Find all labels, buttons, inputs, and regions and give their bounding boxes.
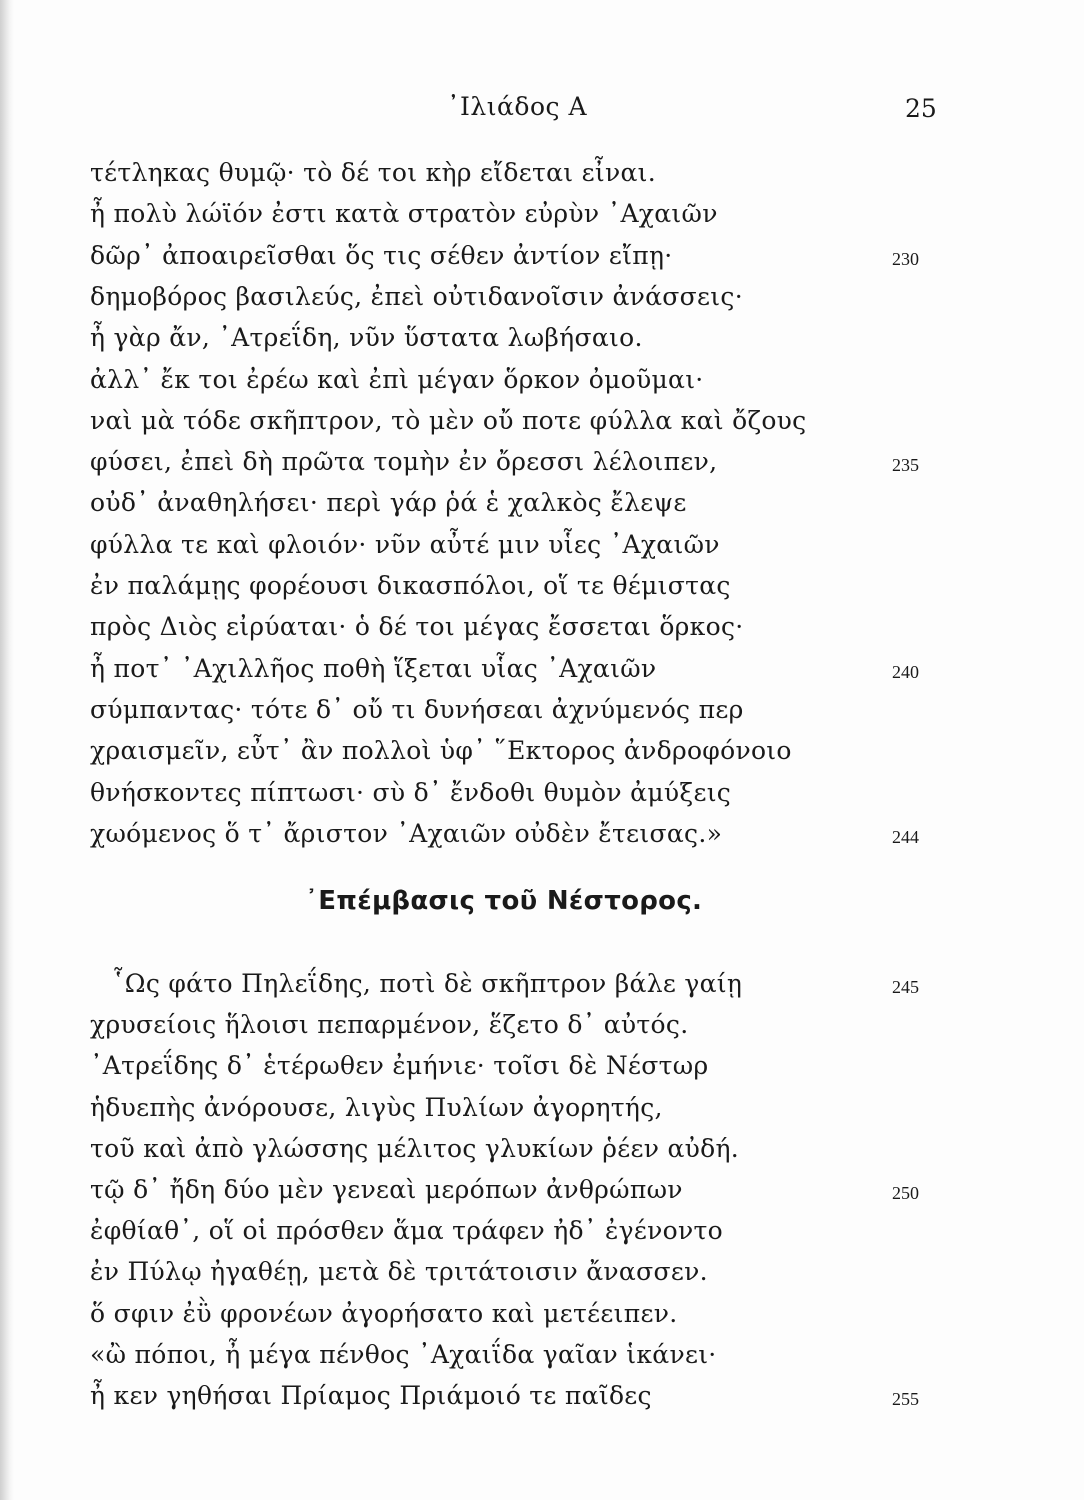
line-number: 230 — [892, 248, 919, 269]
line-number: 255 — [892, 1389, 919, 1409]
page-number: 25 — [905, 94, 937, 123]
verse-line: τοῦ καὶ ἀπὸ γλώσσης μέλιτος γλυκίων ῥέεν αὐδή. — [90, 1133, 740, 1163]
verse-line: οὐδ᾿ ἀναθηλήσει· περὶ γάρ ῥά ἑ χαλκὸς ἔλεψε — [90, 488, 687, 518]
line-number: 235 — [892, 455, 919, 476]
verse-line: ἦ γὰρ ἄν, ᾿Ατρεΐδη, νῦν ὕστατα λωβήσαιο. — [90, 323, 643, 353]
verse-line: ῟Ως φάτο Πηλεΐδης, ποτὶ δὲ σκῆπτρον βάλε γαίῃ — [112, 969, 743, 998]
section-heading: ᾿Επέμβασις τοῦ Νέστορος. — [305, 886, 703, 916]
verse-line: ὅ σφιν ἐῢ φρονέων ἀγορήσατο καὶ μετέειπεν. — [90, 1298, 678, 1328]
verse-line: δῶρ᾿ ἀποαιρεῖσθαι ὅς τις σέθεν ἀντίον εἴπῃ· — [90, 240, 673, 270]
verse-line: ἀλλ᾿ ἔκ τοι ἐρέω καὶ ἐπὶ μέγαν ὅρκον ὀμοῦμαι· — [90, 364, 704, 394]
verse-line: ἡδυεπὴς ἀνόρουσε, λιγὺς Πυλίων ἀγορητής, — [90, 1092, 663, 1122]
verse-line: τέτληκας θυμῷ· τὸ δέ τοι κὴρ εἴδεται εἶναι. — [90, 158, 657, 187]
verse-line: ἐν παλάμῃς φορέουσι δικασπόλοι, οἵ τε θέμιστας — [90, 571, 731, 600]
verse-line: ᾿Ατρεΐδης δ᾿ ἑτέρωθεν ἐμήνιε· τοῖσι δὲ Νέστωρ — [90, 1051, 709, 1081]
running-head — [0, 92, 1084, 132]
verse-line: ἐφθίαθ᾿, οἵ οἱ πρόσθεν ἅμα τράφεν ἠδ᾿ ἐγένοντο — [90, 1216, 723, 1246]
line-number: 245 — [892, 977, 919, 997]
verse-line: χωόμενος ὅ τ᾿ ἄριστον ᾿Αχαιῶν οὐδὲν ἔτεισας.» — [90, 818, 723, 848]
verse-line: τῷ δ᾿ ἤδη δύο μὲν γενεαὶ μερόπων ἀνθρώπων — [90, 1175, 683, 1204]
page-edge-shadow — [0, 0, 14, 1500]
verse-line: «ὢ πόποι, ἦ μέγα πένθος ᾿Αχαιΐδα γαῖαν ἱκάνει· — [90, 1339, 717, 1369]
verse-line: χραισμεῖν, εὖτ᾿ ἂν πολλοὶ ὑφ᾿ ῞Εκτορος ἀνδροφόνοιο — [90, 736, 792, 766]
verse-line: χρυσείοις ἥλοισι πεπαρμένον, ἕζετο δ᾿ αὐτός. — [90, 1010, 689, 1040]
verse-line: ἦ πολὺ λώϊόν ἐστι κατὰ στρατὸν εὐρὺν ᾿Αχαιῶν — [90, 199, 718, 229]
verse-line: θνήσκοντες πίπτωσι· σὺ δ᾿ ἔνδοθι θυμὸν ἀμύξεις — [90, 777, 732, 807]
line-number: 250 — [892, 1183, 919, 1203]
verse-line: ἦ ποτ᾿ ᾿Αχιλλῆος ποθὴ ἵξεται υἷας ᾿Αχαιῶν — [90, 653, 657, 683]
line-number: 240 — [892, 661, 919, 682]
verse-line: πρὸς Διὸς εἰρύαται· ὁ δέ τοι μέγας ἔσσεται ὅρκος· — [90, 612, 744, 642]
verse-line: φύσει, ἐπεὶ δὴ πρῶτα τομὴν ἐν ὄρεσσι λέλοιπεν, — [90, 447, 718, 477]
verse-line: ναὶ μὰ τόδε σκῆπτρον, τὸ μὲν οὔ ποτε φύλλα καὶ ὄζους — [90, 405, 807, 435]
verse-line: σύμπαντας· τότε δ᾿ οὔ τι δυνήσεαι ἀχνύμενός περ — [90, 694, 744, 724]
line-number: 244 — [892, 826, 919, 847]
verse-line: ἦ κεν γηθήσαι Πρίαμος Πριάμοιό τε παῖδες — [90, 1381, 652, 1410]
verse-line: φύλλα τε καὶ φλοιόν· νῦν αὖτέ μιν υἷες ᾿Αχαιῶν — [90, 529, 720, 559]
running-title: ᾿Ιλιάδος Α — [447, 92, 588, 121]
verse-line: ἐν Πύλῳ ἠγαθέῃ, μετὰ δὲ τριτάτοισιν ἄνασσεν. — [90, 1257, 708, 1287]
verse-line: δημοβόρος βασιλεύς, ἐπεὶ οὐτιδανοῖσιν ἀνάσσεις· — [90, 281, 743, 311]
